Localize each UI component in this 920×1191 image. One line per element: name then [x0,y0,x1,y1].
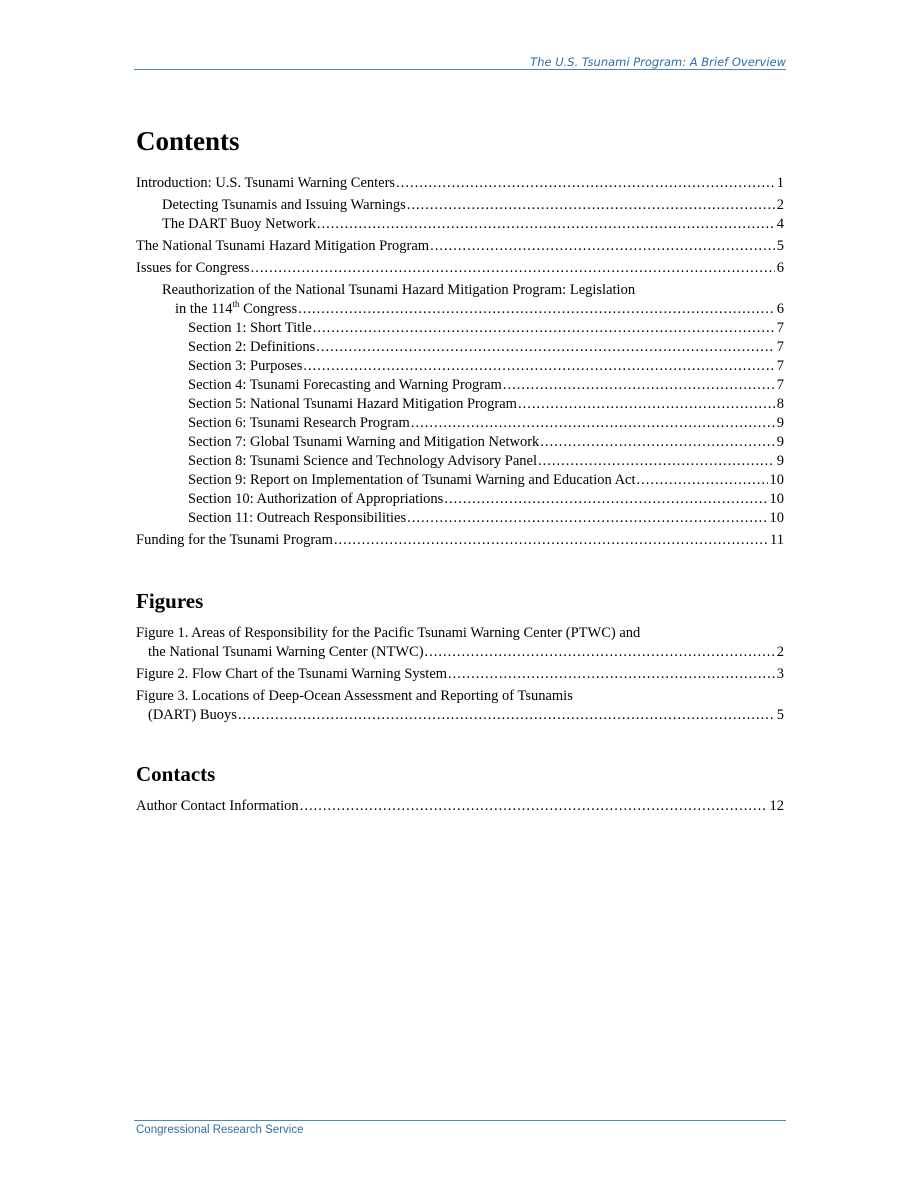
toc-entry-label: Section 4: Tsunami Forecasting and Warning Program [188,377,502,393]
toc-entry-label-line2: in the 114th Congress [175,300,298,317]
toc-entry-label: Section 10: Authorization of Appropriations [188,491,444,507]
dot-leader [444,490,767,509]
toc-entry-section-2[interactable] [136,338,784,357]
dot-leader [425,643,775,662]
toc-page-number: 5 [776,707,784,723]
toc-entry-label-line2: the National Tsunami Warning Center (NTWC) [148,644,424,660]
dot-leader [540,433,774,452]
toc-entry-funding[interactable] [136,531,784,550]
toc-page-number: 2 [776,197,784,213]
figures-heading: Figures [136,589,204,613]
toc-page-number: 7 [776,320,784,336]
toc-entry-label: Section 1: Short Title [188,320,312,336]
toc-entry-label: Section 11: Outreach Responsibilities [188,510,407,526]
dot-leader [407,509,767,528]
figures-list [136,624,784,725]
dot-leader [317,215,775,234]
toc-page-number: 7 [776,377,784,393]
toc-entry-section-1[interactable] [136,319,784,338]
toc-entry-issues-for-congress[interactable] [136,259,784,278]
toc-entry-section-3[interactable] [136,357,784,376]
dot-leader [251,259,775,278]
toc-page-number: 9 [776,415,784,431]
toc-entry-figure-3[interactable] [136,687,784,725]
toc-entry-section-7[interactable] [136,433,784,452]
toc-page-number: 5 [776,238,784,254]
toc-page-number: 6 [776,260,784,276]
toc-entry-label-line1: Figure 3. Locations of Deep-Ocean Assessment and Reporting of Tsunamis [136,688,573,704]
toc-entry-label: Introduction: U.S. Tsunami Warning Centers [136,175,396,191]
toc-entry-figure-1[interactable] [136,624,784,662]
contents-heading: Contents [136,126,240,156]
dot-leader [396,174,775,193]
contacts-list [136,797,784,816]
toc-entry-label: Section 2: Definitions [188,339,316,355]
dot-leader [313,319,775,338]
dot-leader [407,196,775,215]
toc-page-number: 7 [776,339,784,355]
toc-entry-section-8[interactable] [136,452,784,471]
toc-entry-label-line1: Figure 1. Areas of Responsibility for the Pacific Tsunami Warning Center (PTWC) and [136,625,641,641]
toc-entry-label: Figure 2. Flow Chart of the Tsunami Warning System [136,666,448,682]
toc-page-number: 11 [770,532,784,548]
toc-entry-section-9[interactable] [136,471,784,490]
toc-entry-section-4[interactable] [136,376,784,395]
dot-leader [538,452,775,471]
toc-entry-section-5[interactable] [136,395,784,414]
toc-page-number: 9 [776,434,784,450]
header-divider [134,69,786,70]
contacts-heading: Contacts [136,762,216,786]
toc-page-number: 12 [769,798,784,814]
toc-entry-label: Detecting Tsunamis and Issuing Warnings [162,197,406,213]
toc-page-number: 1 [776,175,784,191]
dot-leader [298,300,775,319]
toc-entry-section-10[interactable] [136,490,784,509]
dot-leader [503,376,775,395]
toc-entry-label: The National Tsunami Hazard Mitigation Program [136,238,430,254]
toc-page-number: 3 [776,666,784,682]
toc-entry-label: Funding for the Tsunami Program [136,532,333,548]
toc-page-number: 7 [776,358,784,374]
contents-list [136,174,784,550]
toc-entry-label: Section 3: Purposes [188,358,303,374]
toc-entry-detecting-tsunamis[interactable] [136,196,784,215]
dot-leader [334,531,768,550]
toc-entry-reauthorization[interactable] [136,281,784,319]
dot-leader [518,395,775,414]
toc-entry-label: Issues for Congress [136,260,250,276]
toc-page-number: 6 [776,301,784,317]
dot-leader [430,237,775,256]
toc-entry-nthmp[interactable] [136,237,784,256]
toc-entry-label: Author Contact Information [136,798,299,814]
dot-leader [238,706,775,725]
footer-organization: Congressional Research Service [136,1124,304,1136]
toc-entry-section-6[interactable] [136,414,784,433]
dot-leader [411,414,775,433]
toc-entry-label: Section 6: Tsunami Research Program [188,415,410,431]
toc-entry-author-contact[interactable] [136,797,784,816]
toc-entry-label: Section 7: Global Tsunami Warning and Mitigation Network [188,434,540,450]
toc-entry-dart-buoy-network[interactable] [136,215,784,234]
dot-leader [303,357,774,376]
toc-page-number: 10 [769,472,784,488]
toc-entry-label-line2: (DART) Buoys [148,707,237,723]
toc-entry-introduction[interactable] [136,174,784,193]
toc-page-number: 4 [776,216,784,232]
toc-page-number: 2 [776,644,784,660]
toc-entry-label: Section 5: National Tsunami Hazard Mitigation Program [188,396,517,412]
table-of-contents-page [136,125,784,816]
toc-entry-label: The DART Buoy Network [162,216,316,232]
dot-leader [316,338,774,357]
toc-entry-label-line1: Reauthorization of the National Tsunami Hazard Mitigation Program: Legislation [162,282,636,298]
toc-page-number: 9 [776,453,784,469]
running-header-title: The U.S. Tsunami Program: A Brief Overview [530,55,786,69]
dot-leader [637,471,768,490]
toc-entry-figure-2[interactable] [136,665,784,684]
dot-leader [448,665,775,684]
toc-entry-section-11[interactable] [136,509,784,528]
toc-page-number: 10 [769,491,784,507]
dot-leader [300,797,768,816]
toc-entry-label: Section 9: Report on Implementation of Tsunami Warning and Education Act [188,472,636,488]
toc-page-number: 8 [776,396,784,412]
toc-page-number: 10 [769,510,784,526]
footer-divider [134,1120,786,1121]
toc-entry-label: Section 8: Tsunami Science and Technology Advisory Panel [188,453,538,469]
